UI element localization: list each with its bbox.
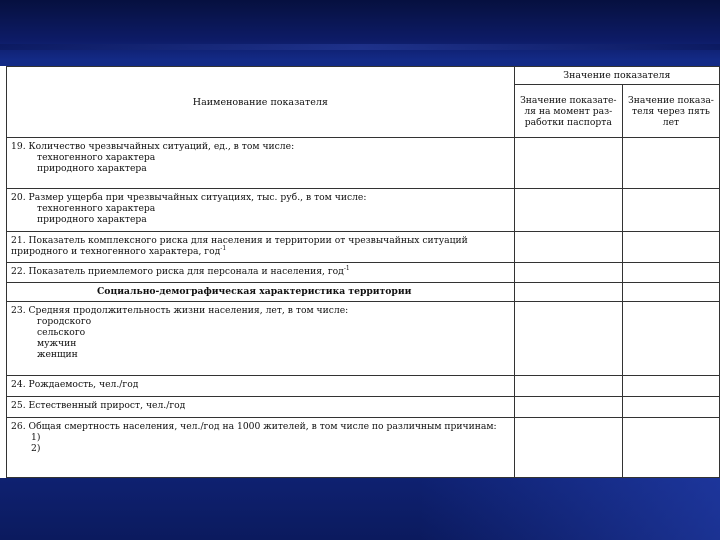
table-row (7, 301, 720, 375)
table-row (7, 231, 720, 263)
row-22-name (7, 263, 515, 282)
row-26-sub-2: 2) (31, 443, 41, 455)
row-22-value-a (514, 263, 622, 282)
row-20-value-b (622, 189, 719, 231)
row-23-sub-4: женщин (37, 348, 78, 360)
row-26-sub-1: 1) (31, 432, 41, 444)
row-22-value-b (622, 263, 719, 282)
row-21-name (7, 231, 515, 263)
row-23-sub-2: сельского (37, 326, 86, 338)
row-21-superscript: -1 (220, 244, 227, 252)
row-26-title: 26. Общая смертность населения, чел./год на 1000 жителей, в том числе по различным причинам: (11, 421, 497, 433)
section-value-b (622, 282, 719, 301)
row-25-value-a (514, 397, 622, 418)
row-19-value-a (514, 138, 622, 189)
row-23-title: 23. Средняя продолжительность жизни населения, лет, в том числе: (11, 304, 349, 316)
table-row (7, 418, 720, 478)
row-25-name: 25. Естественный прирост, чел./год (7, 397, 515, 418)
row-23-name (7, 301, 515, 375)
section-value-a (514, 282, 622, 301)
table-row (7, 138, 720, 189)
row-19-value-b (622, 138, 719, 189)
indicator-table (6, 66, 720, 478)
table-row (7, 263, 720, 282)
slide-bottom-glow (420, 478, 720, 540)
table-row (7, 375, 720, 396)
slide-top-band (0, 0, 720, 66)
row-19-sub-2: природного характера (37, 163, 147, 175)
section-heading: Социально-демографическая характеристика территории (7, 282, 515, 301)
row-24-value-a (514, 375, 622, 396)
row-21-title: 21. Показатель комплексного риска для населения и территории от чрезвычайных ситуаций природного и техногенного характера, год (11, 234, 468, 257)
row-21-value-a (514, 231, 622, 263)
row-20-sub-2: природного характера (37, 214, 147, 226)
document-scan (0, 66, 720, 478)
table-row (7, 397, 720, 418)
row-19-name (7, 138, 515, 189)
row-24-value-b (622, 375, 719, 396)
header-value-in-five-years: Значение показа-теля через пять лет (622, 85, 719, 138)
row-19-title: 19. Количество чрезвычайных ситуаций, ед., в том числе: (11, 141, 295, 153)
slide-bottom-band (0, 478, 720, 540)
row-23-value-b (622, 301, 719, 375)
row-26-value-b (622, 418, 719, 478)
section-row (7, 282, 720, 301)
row-19-sub-1: техногенного характера (37, 152, 156, 164)
row-23-sub-3: мужчин (37, 337, 77, 349)
slide-top-stripe (0, 44, 720, 50)
row-22-title: 22. Показатель приемлемого риска для персонала и населения, год (11, 266, 344, 278)
row-22-superscript: -1 (343, 265, 350, 273)
table-row (7, 189, 720, 231)
row-23-sub-1: городского (37, 315, 92, 327)
header-value-group: Значение показателя (514, 67, 719, 85)
row-26-value-a (514, 418, 622, 478)
header-name-column: Наименование показателя (7, 67, 515, 138)
header-value-at-development: Значение показате-ля на момент раз-работки паспорта (514, 85, 622, 138)
row-20-title: 20. Размер ущерба при чрезвычайных ситуациях, тыс. руб., в том числе: (11, 192, 367, 204)
row-20-name (7, 189, 515, 231)
table-header-row-1 (7, 67, 720, 85)
row-20-sub-1: техногенного характера (37, 203, 156, 215)
row-26-name (7, 418, 515, 478)
row-21-value-b (622, 231, 719, 263)
row-23-value-a (514, 301, 622, 375)
row-24-name: 24. Рождаемость, чел./год (7, 375, 515, 396)
row-20-value-a (514, 189, 622, 231)
row-25-value-b (622, 397, 719, 418)
